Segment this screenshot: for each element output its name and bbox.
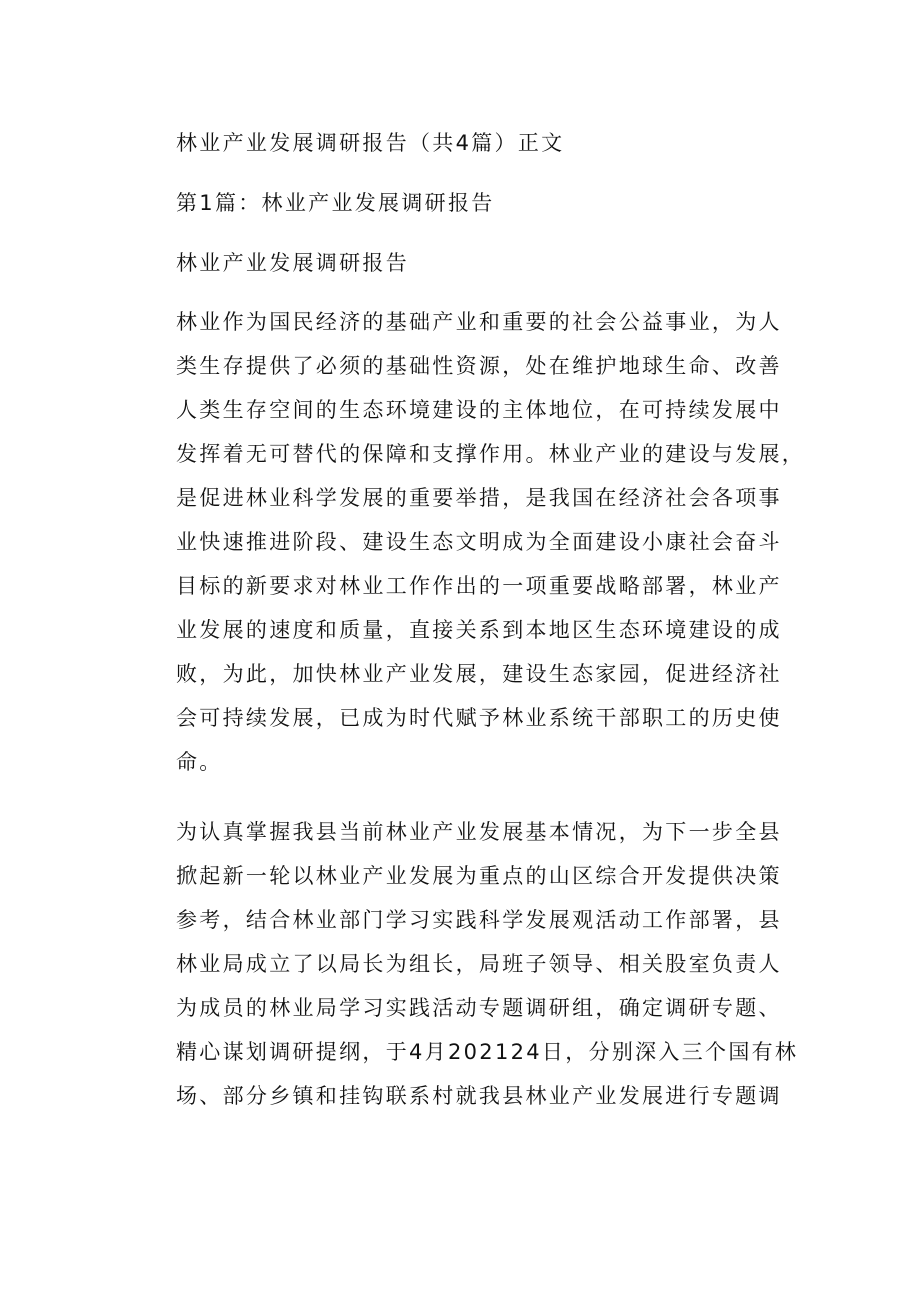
paragraph-2 (176, 810, 799, 1118)
paragraph-line: 精心谋划调研提纲，于4月202124日，分别深入三个国有林 (176, 1040, 799, 1064)
paragraph-line: 林业局成立了以局长为组长，局班子领导、相关股室负责人 (176, 952, 782, 976)
document-title: 林业产业发展调研报告（共4篇）正文 (176, 131, 565, 155)
paragraph-line: 败，为此，加快林业产业发展，建设生态家园，促进经济社 (176, 662, 782, 686)
paragraph-1 (176, 300, 806, 784)
paragraph-line: 为认真掌握我县当前林业产业发展基本情况，为下一步全县 (176, 820, 782, 844)
paragraph-line: 人类生存空间的生态环境建设的主体地位，在可持续发展中 (176, 398, 782, 422)
paragraph-line: 命。 (176, 750, 223, 774)
paragraph-line: 为成员的林业局学习实践活动专题调研组，确定调研专题、 (176, 996, 782, 1020)
paragraph-line: 业发展的速度和质量，直接关系到本地区生态环境建设的成 (176, 618, 782, 642)
paragraph-line: 林业作为国民经济的基础产业和重要的社会公益事业，为人 (176, 310, 782, 334)
paragraph-line: 会可持续发展，已成为时代赋予林业系统干部职工的历史使 (176, 706, 782, 730)
document-body (176, 128, 806, 1144)
paragraph-line: 场、部分乡镇和挂钩联系村就我县林业产业发展进行专题调 (176, 1084, 782, 1108)
paragraph-line: 业快速推进阶段、建设生态文明成为全面建设小康社会奋斗 (176, 530, 782, 554)
paragraph-line: 类生存提供了必须的基础性资源，处在维护地球生命、改善 (176, 354, 782, 378)
paragraph-line: 目标的新要求对林业工作作出的一项重要战略部署，林业产 (176, 574, 782, 598)
paragraph-line: 是促进林业科学发展的重要举措，是我国在经济社会各项事 (176, 486, 782, 510)
chapter-heading: 第1篇：林业产业发展调研报告 (176, 191, 495, 215)
section-title: 林业产业发展调研报告 (176, 251, 409, 275)
paragraph-line: 掀起新一轮以林业产业发展为重点的山区综合开发提供决策 (176, 864, 782, 888)
paragraph-line: 发挥着无可替代的保障和支撑作用。林业产业的建设与发展， (176, 442, 806, 466)
paragraph-line: 参考，结合林业部门学习实践科学发展观活动工作部署，县 (176, 908, 782, 932)
